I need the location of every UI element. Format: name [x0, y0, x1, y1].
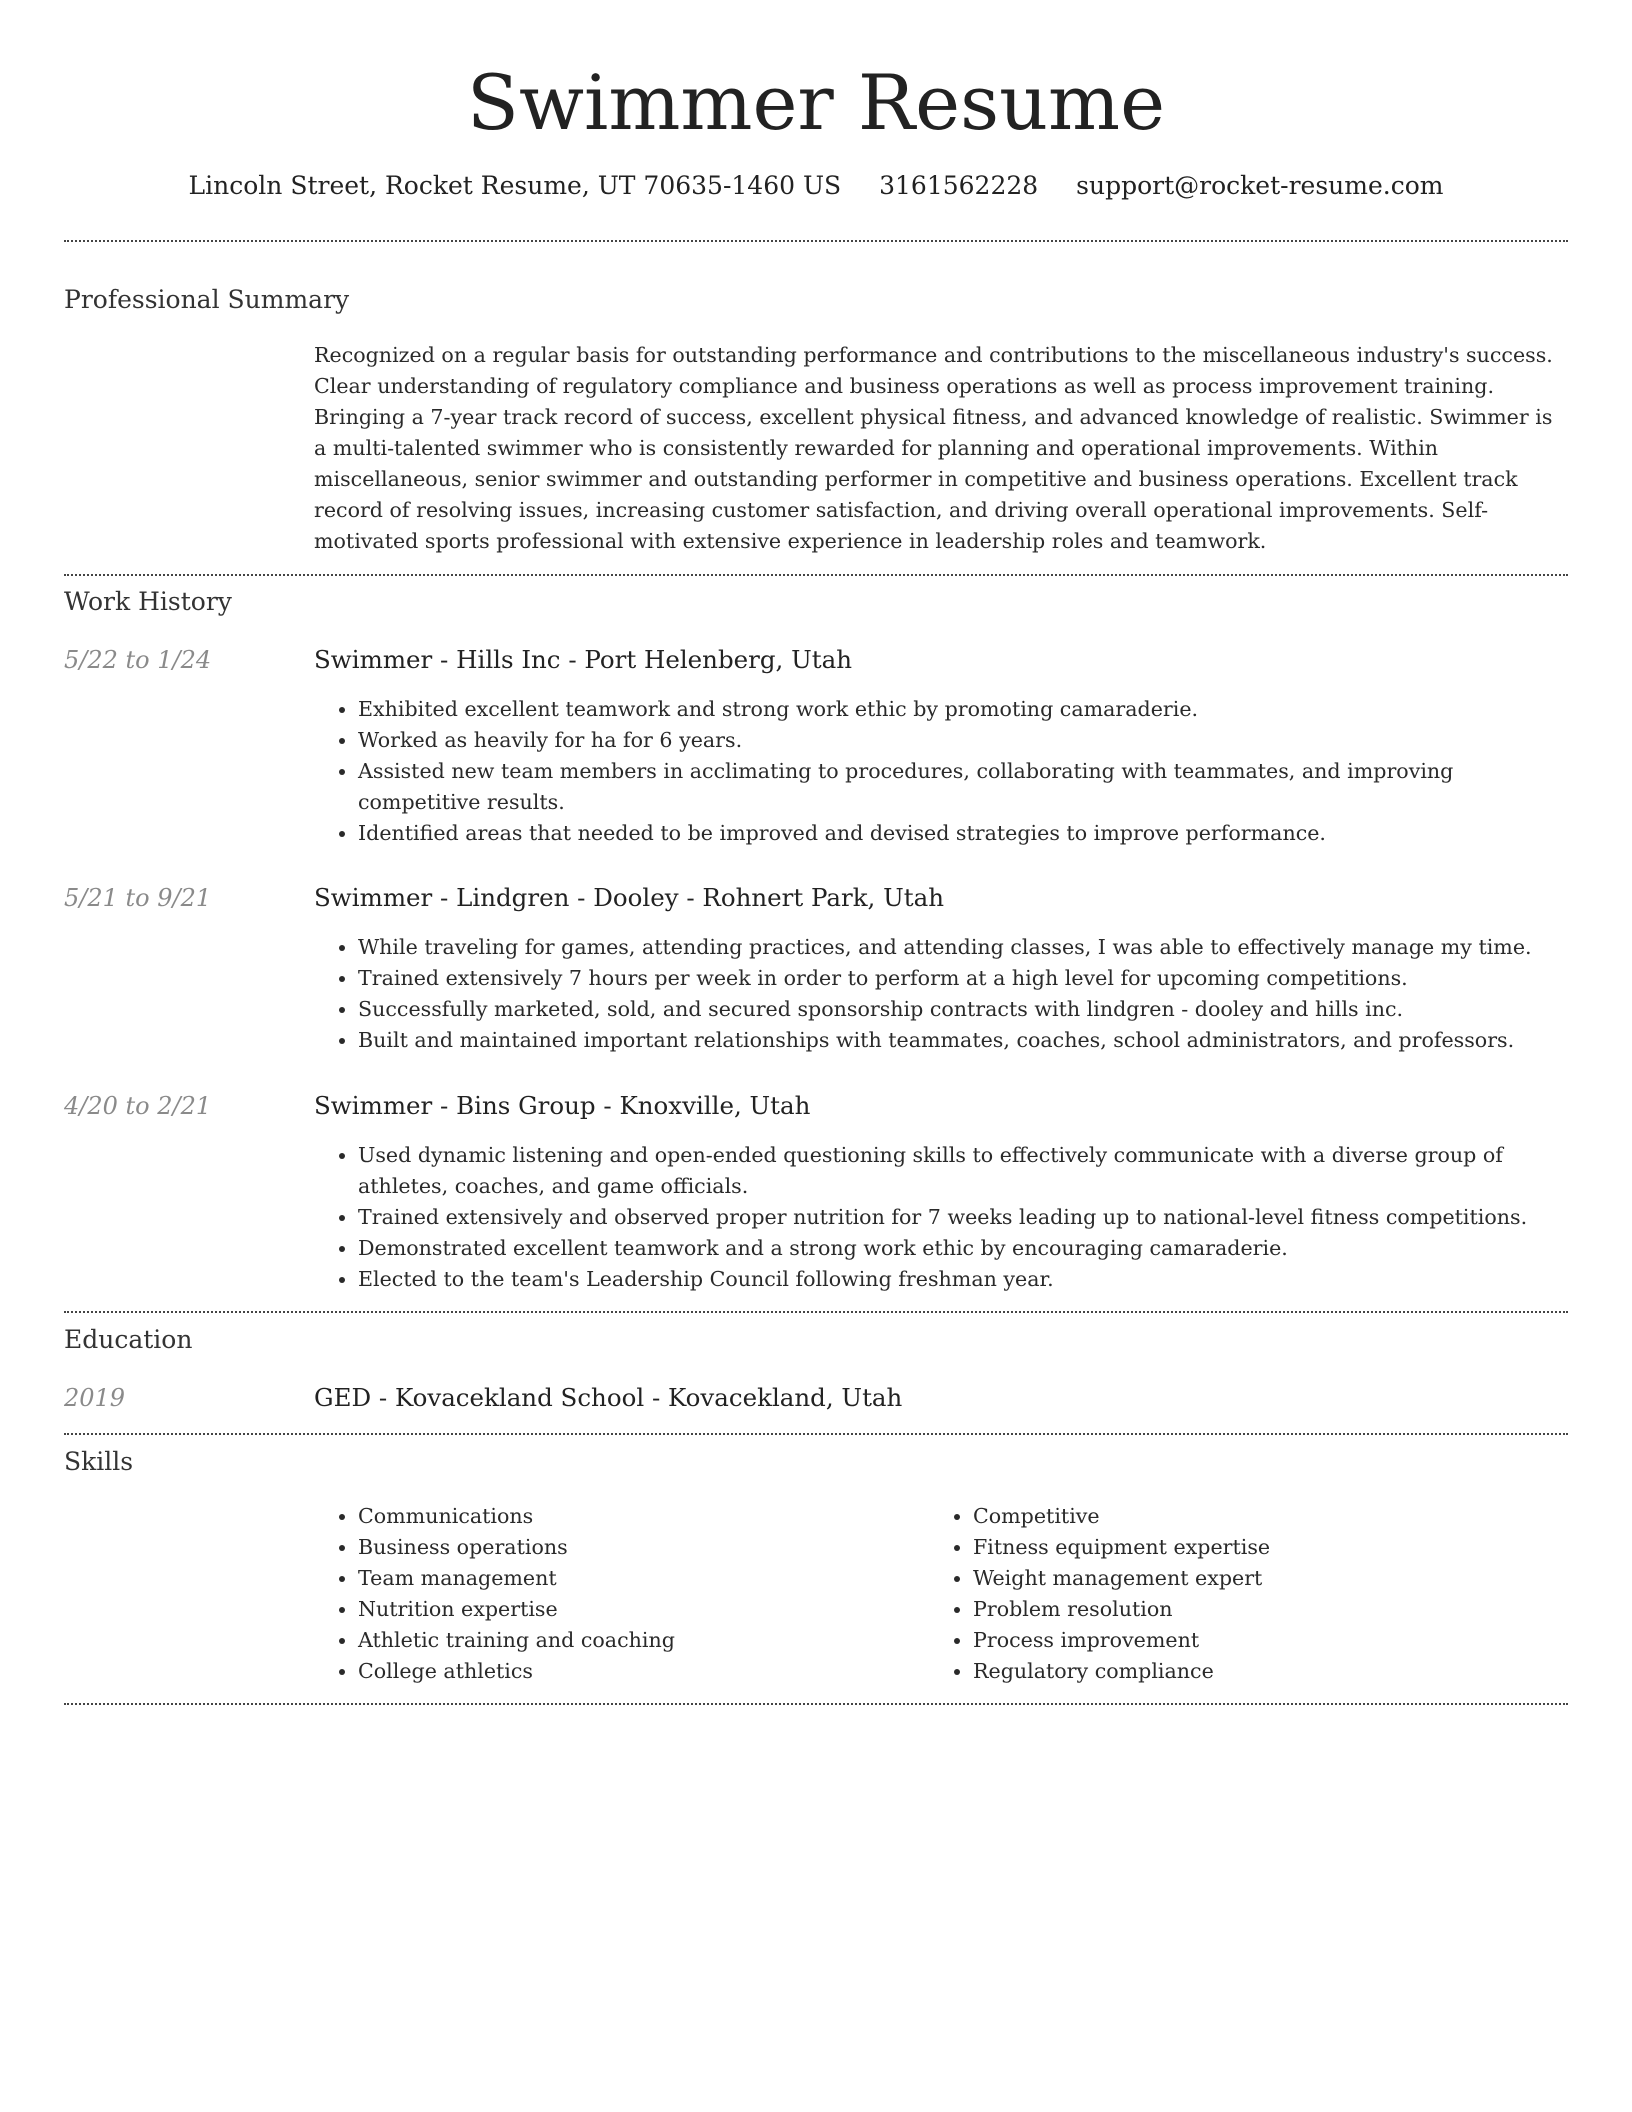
- skill-item: • Problem resolution: [973, 1594, 1489, 1625]
- work-history-heading: Work History: [64, 587, 232, 616]
- summary-heading: Professional Summary: [64, 285, 350, 314]
- divider: [64, 1703, 1568, 1705]
- skill-item: • Regulatory compliance: [973, 1656, 1489, 1687]
- skill-item: • College athletics: [358, 1656, 874, 1687]
- job-bullet: • Used dynamic listening and open-ended questioning skills to effectively communicate with a diverse group of athletes, coaches, and game officials.: [358, 1140, 1574, 1202]
- contact-phone: 3161562228: [879, 171, 1039, 200]
- job-bullet: • Demonstrated excellent teamwork and a strong work ethic by encouraging camaraderie.: [358, 1233, 1574, 1264]
- job-bullet: • Assisted new team members in acclimating to procedures, collaborating with teammates, and improving competitive results.: [358, 756, 1574, 818]
- skill-item: • Athletic training and coaching: [358, 1625, 874, 1656]
- skill-item: • Competitive: [973, 1501, 1489, 1532]
- job-bullet: • Exhibited excellent teamwork and strong work ethic by promoting camaraderie.: [358, 694, 1574, 725]
- skill-item: • Process improvement: [973, 1625, 1489, 1656]
- resume-title: Swimmer Resume: [466, 58, 1166, 147]
- divider: [64, 1433, 1568, 1435]
- skill-item: • Communications: [358, 1501, 874, 1532]
- divider: [64, 240, 1568, 242]
- skill-item: • Nutrition expertise: [358, 1594, 874, 1625]
- job-title: Swimmer - Bins Group - Knoxville, Utah: [314, 1091, 811, 1120]
- contact-address: Lincoln Street, Rocket Resume, UT 70635-1460 US: [188, 171, 842, 200]
- divider: [64, 1311, 1568, 1313]
- job-bullet: • Worked as heavily for ha for 6 years.: [358, 725, 1574, 756]
- job-title: Swimmer - Lindgren - Dooley - Rohnert Park, Utah: [314, 883, 944, 912]
- contact-line: [0, 166, 1632, 206]
- job-bullet: • Successfully marketed, sold, and secured sponsorship contracts with lindgren - dooley and hills inc.: [358, 994, 1574, 1025]
- skills-list-left: [314, 1501, 874, 1687]
- skill-item: • Business operations: [358, 1532, 874, 1563]
- job-bullet: • While traveling for games, attending practices, and attending classes, I was able to effectively manage my time.: [358, 932, 1574, 963]
- education-year: 2019: [64, 1384, 126, 1412]
- job-bullets: [314, 1140, 1574, 1295]
- divider: [64, 574, 1568, 576]
- skills-heading: Skills: [64, 1447, 134, 1476]
- job-title: Swimmer - Hills Inc - Port Helenberg, Utah: [314, 645, 852, 674]
- skills-list-right: [929, 1501, 1489, 1687]
- skill-item: • Fitness equipment expertise: [973, 1532, 1489, 1563]
- job-bullet: • Built and maintained important relationships with teammates, coaches, school administrators, and professors.: [358, 1025, 1574, 1056]
- contact-email: support@rocket-resume.com: [1076, 171, 1444, 200]
- skill-item: • Weight management expert: [973, 1563, 1489, 1594]
- skill-item: • Team management: [358, 1563, 874, 1594]
- job-bullet: • Identified areas that needed to be improved and devised strategies to improve performance.: [358, 818, 1574, 849]
- education-title: GED - Kovacekland School - Kovacekland, Utah: [314, 1383, 903, 1412]
- education-heading: Education: [64, 1325, 193, 1354]
- job-bullet: • Trained extensively and observed proper nutrition for 7 weeks leading up to national-level fitness competitions.: [358, 1202, 1574, 1233]
- job-bullet: • Elected to the team's Leadership Council following freshman year.: [358, 1264, 1574, 1295]
- job-dates: 5/22 to 1/24: [64, 646, 212, 674]
- job-bullets: [314, 694, 1574, 849]
- summary-text: Recognized on a regular basis for outstanding performance and contributions to the miscellaneous industry's success. Clear understanding of regulatory compliance and business operations as well as process improvement training. Bringing a 7-year track record of success, excellent physical fitness, and advanced knowledge of realistic. Swimmer is a multi-talented swimmer who is consistently rewarded for planning and operational improvements. Within miscellaneous, senior swimmer and outstanding performer in competitive and business operations. Excellent track record of resolving issues, increasing customer satisfaction, and driving overall operational improvements. Self-motivated sports professional with extensive experience in leadership roles and teamwork.: [314, 343, 1553, 553]
- job-dates: 5/21 to 9/21: [64, 884, 212, 912]
- job-bullet: • Trained extensively 7 hours per week in order to perform at a high level for upcoming competitions.: [358, 963, 1574, 994]
- job-dates: 4/20 to 2/21: [64, 1092, 212, 1120]
- job-bullets: [314, 932, 1574, 1056]
